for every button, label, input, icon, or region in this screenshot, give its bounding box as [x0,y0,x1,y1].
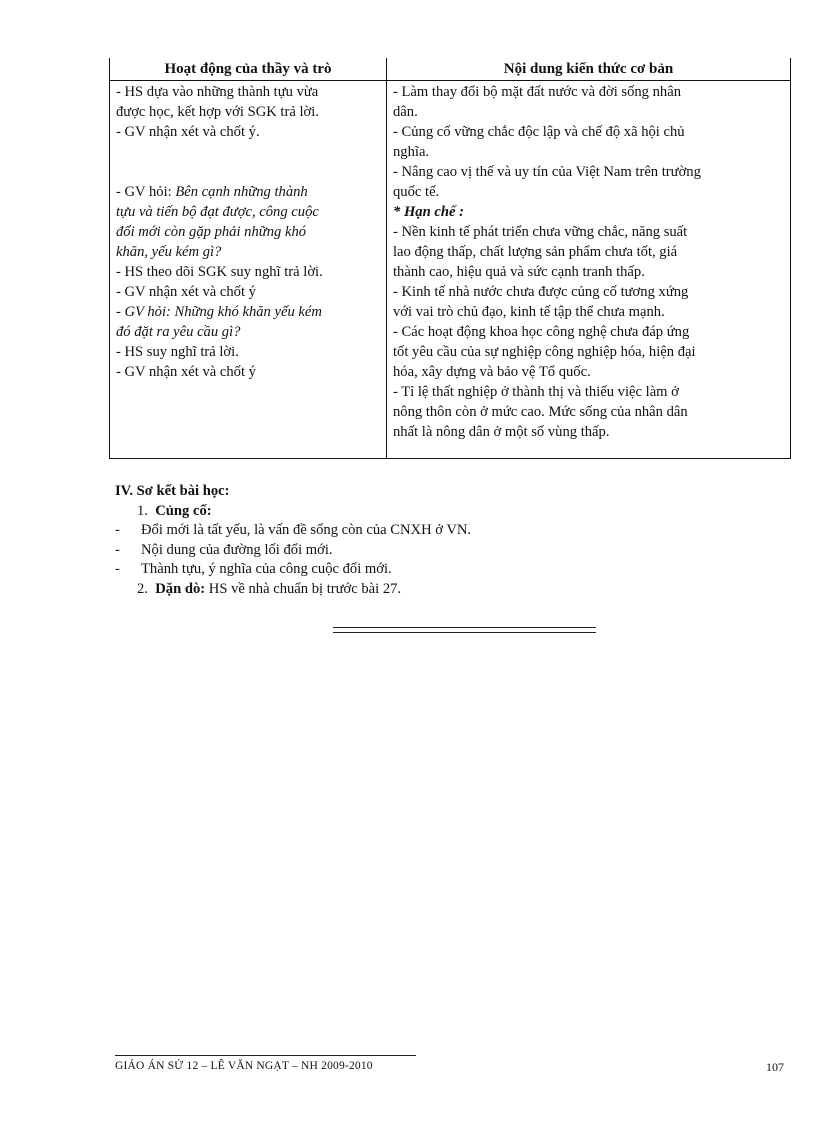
bullet-item [115,541,715,561]
question-line: tựu và tiến bộ đạt được, công cuộc [116,204,319,220]
content-line: - Tỉ lệ thất nghiệp ở thành thị và thiếu việc làm ở [393,384,679,400]
content-line: - Kinh tế nhà nước chưa được củng cố tương xứng [393,284,689,300]
question-line [116,182,380,202]
header-teacher-student: Hoạt động của thầy và trò [110,58,387,81]
question-prefix: - GV hỏi: [116,184,176,200]
item-label: Củng cố: [155,502,212,519]
right-column-cell [387,81,791,459]
content-line: thành cao, hiệu quả và sức cạnh tranh thấp. [393,264,645,280]
question-text: Bên cạnh những thành [175,184,308,200]
numbered-item [115,580,715,600]
question-line: đó đặt ra yêu cầu gì? [116,324,241,340]
section-heading: IV. Sơ kết bài học: [115,483,230,499]
left-line: được học, kết hợp với SGK trả lời. [116,104,319,120]
content-line: - Củng cố vững chắc độc lập và chế độ xã hội chủ [393,124,685,140]
content-line: - Nền kinh tế phát triển chưa vững chắc, năng suất [393,224,688,240]
content-line: - Làm thay đổi bộ mặt đất nước và đời sống nhân [393,84,681,100]
left-column-cell [110,81,387,459]
question-line: khăn, yếu kém gì? [116,244,222,260]
page-number: 107 [766,1060,784,1074]
footer-rule [115,1055,416,1056]
header-content: Nội dung kiến thức cơ bản [387,58,791,81]
bullet-text: Thành tựu, ý nghĩa của công cuộc đổi mới. [141,561,392,577]
content-line: tốt yêu cầu của sự nghiệp công nghiệp hóa, hiện đại [393,344,696,360]
content-line: quốc tế. [393,184,440,200]
content-line: nghĩa. [393,144,430,160]
item-text: HS về nhà chuẩn bị trước bài 27. [205,580,402,597]
content-line: nhất là nông dân ở một số vùng thấp. [393,424,610,440]
item-number: 2. [137,580,148,597]
bullet-dash: - [115,541,120,558]
item-label: Dặn dò: [155,580,206,597]
left-line: - GV nhận xét và chốt ý [116,284,256,300]
question-line: - GV hỏi: Những khó khăn yếu kém [116,304,322,320]
lesson-summary [115,482,715,599]
lesson-table [109,58,791,459]
content-line: dân. [393,104,418,120]
bullet-item [115,560,715,580]
left-line: - HS dựa vào những thành tựu vừa [116,84,319,100]
content-line: hóa, xây dựng và bảo vệ Tổ quốc. [393,364,591,380]
question-text: GV hỏi: Những khó khăn yếu kém [120,304,322,320]
question-line: đổi mới còn gặp phải những khó [116,224,307,240]
left-line: - HS theo dõi SGK suy nghĩ trả lời. [116,264,323,280]
content-line: lao động thấp, chất lượng sản phẩm chưa tốt, giá [393,244,678,260]
content-line: - Nâng cao vị thế và uy tín của Việt Nam trên trường [393,164,701,180]
bullet-text: Đổi mới là tất yếu, là vấn đề sống còn của CNXH ở VN. [141,522,472,538]
limitations-heading: * Hạn chế : [393,204,464,220]
bullet-text: Nội dung của đường lối đổi mới. [141,541,333,558]
content-line: với vai trò chủ đạo, kinh tế tập thể chưa mạnh. [393,304,665,320]
end-double-rule [333,627,596,633]
bullet-item [115,521,715,541]
left-line: - GV nhận xét và chốt ý [116,364,256,380]
content-line: - Các hoạt động khoa học công nghệ chưa đáp ứng [393,324,690,340]
bullet-dash: - [115,561,120,577]
left-line: - HS suy nghĩ trả lời. [116,344,239,360]
content-line: nông thôn còn ở mức cao. Mức sống của nhân dân [393,404,688,420]
bullet-dash: - [115,522,120,538]
numbered-item [115,502,715,522]
left-line: - GV nhận xét và chốt ý. [116,124,260,140]
spacer [116,142,380,182]
item-number: 1. [137,502,148,519]
footer-title: GIÁO ÁN SỬ 12 – LÊ VĂN NGẠT – NH 2009-2010 [115,1060,373,1072]
